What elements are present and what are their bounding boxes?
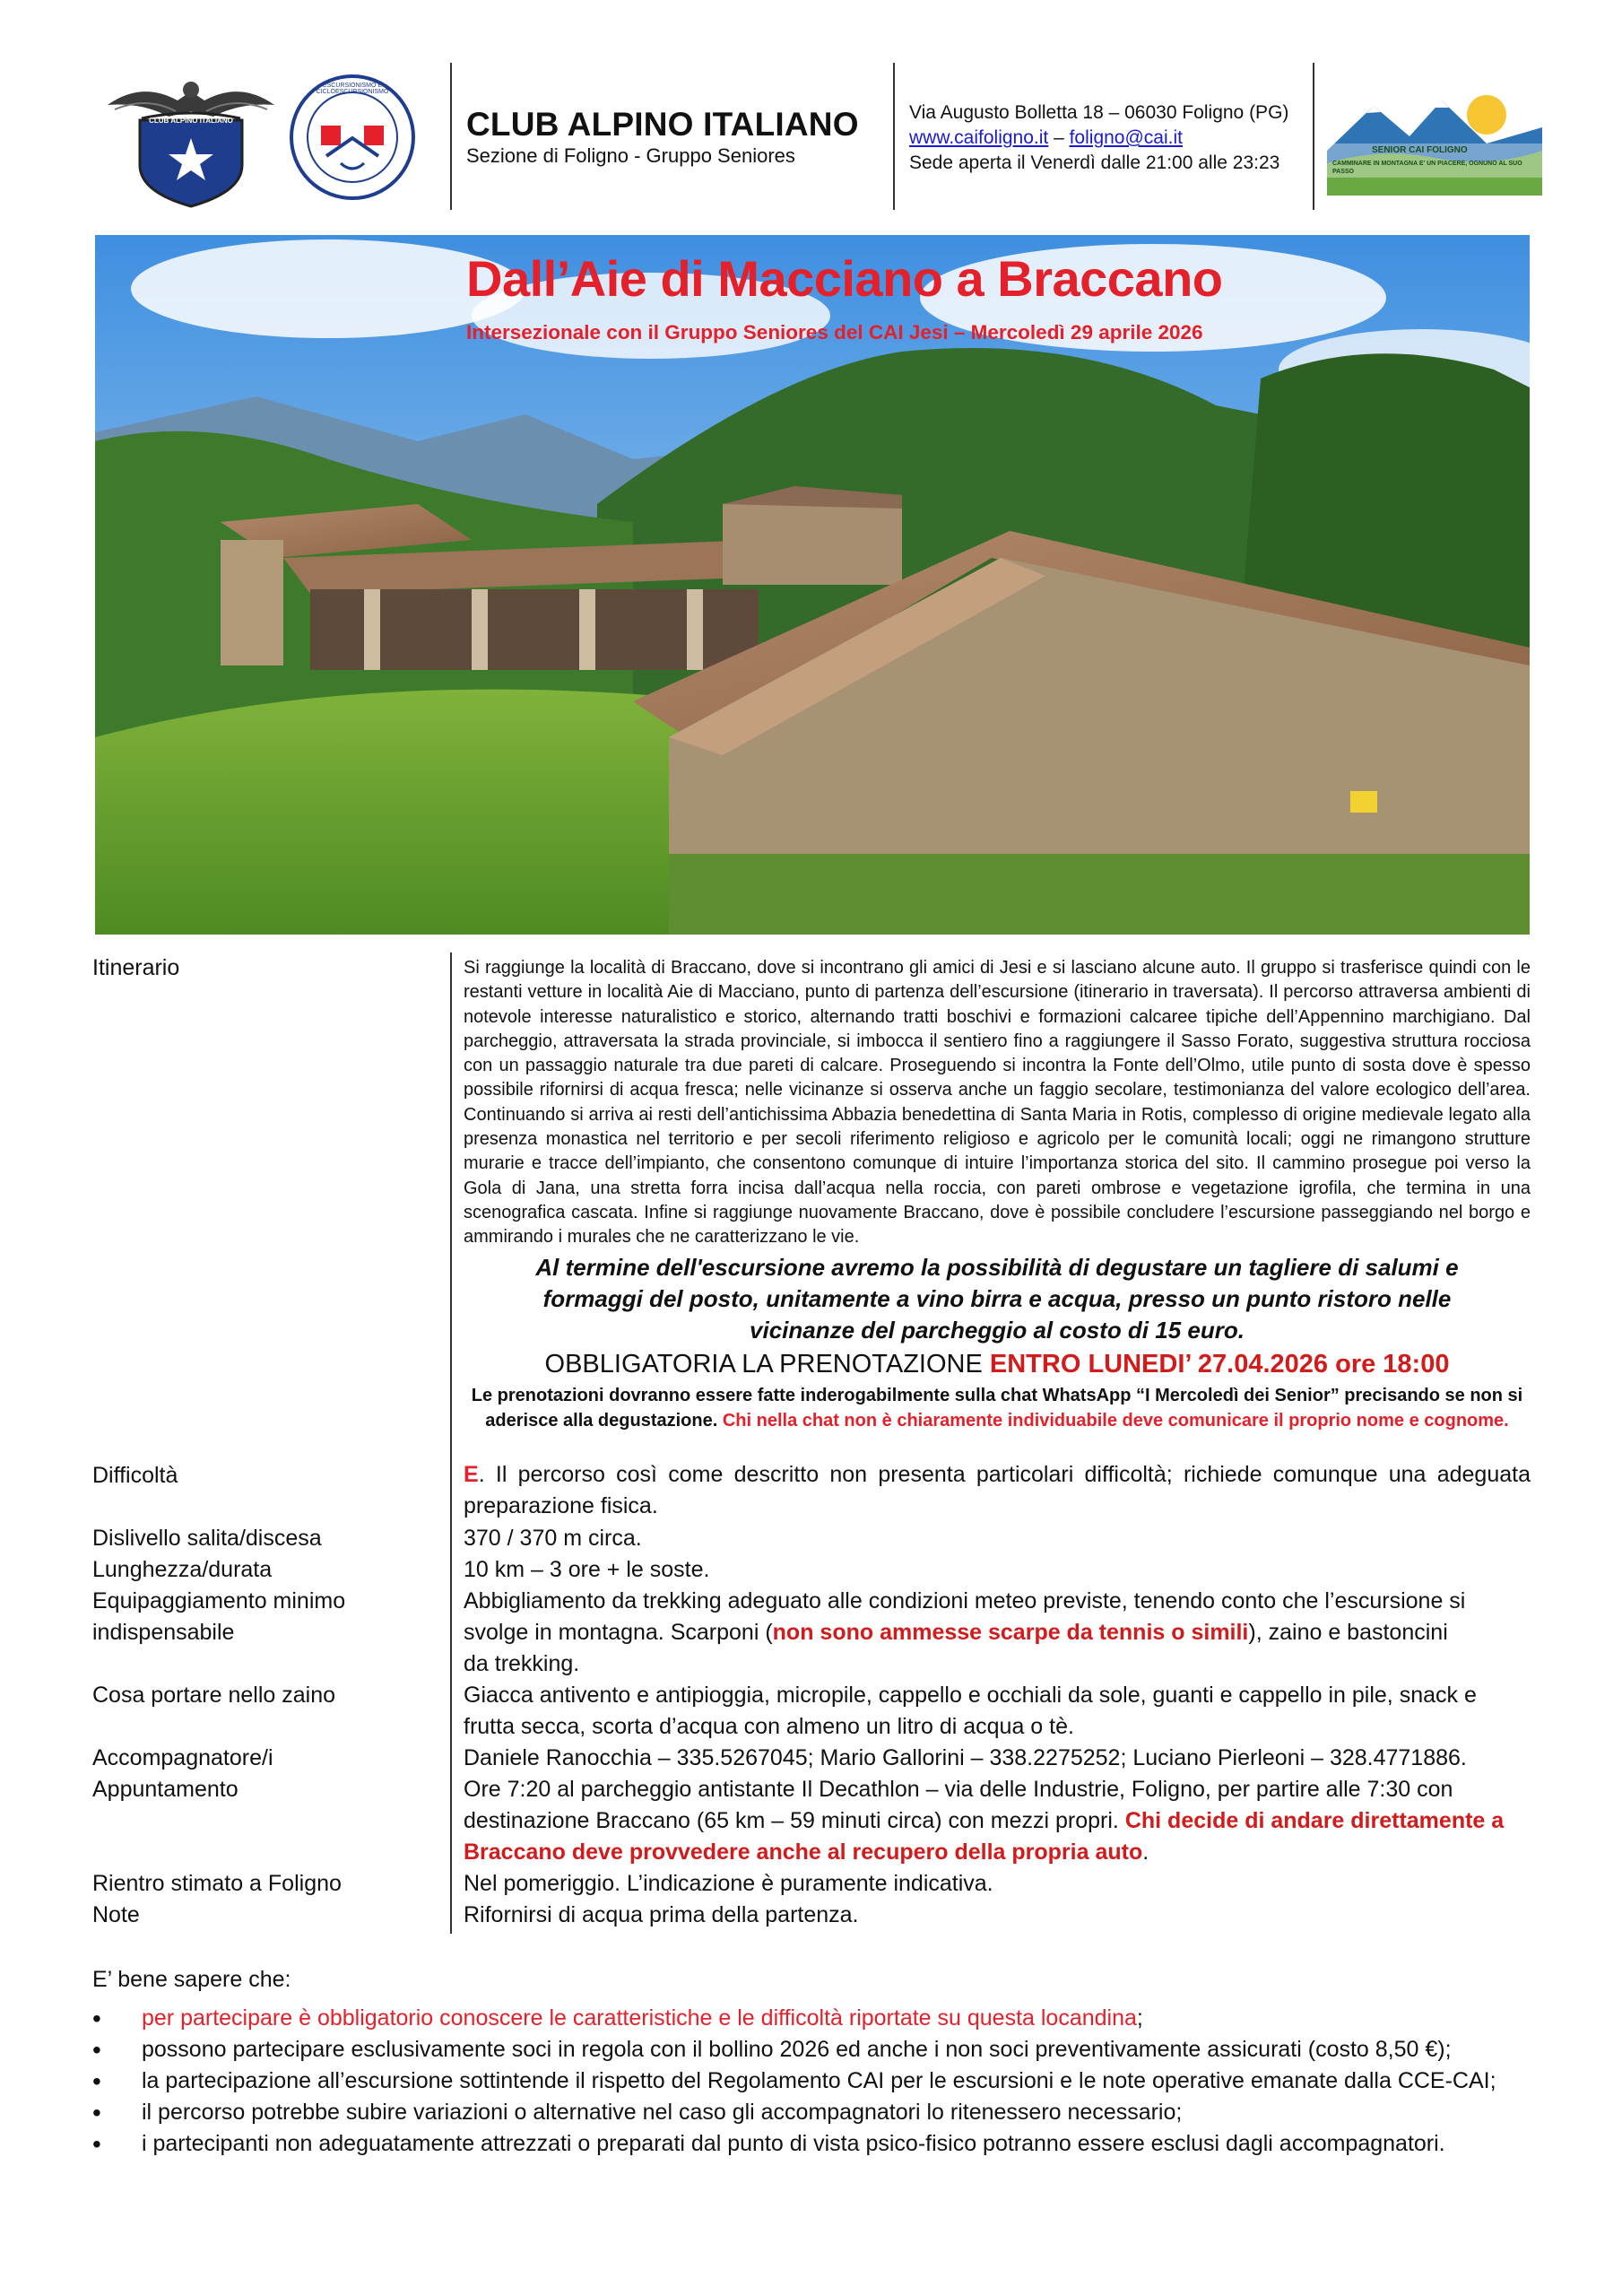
backpack-label: Cosa portare nello zaino [92,1683,335,1708]
notes-label: Note [92,1902,140,1927]
senior-logo-title: SENIOR CAI FOLIGNO [1372,145,1468,155]
list-item [92,2003,1563,2034]
header-divider-1 [450,63,452,210]
return-label: Rientro stimato a Foligno [92,1871,342,1896]
address-block [909,100,1288,176]
itinerary-label: Itinerario [92,955,180,980]
org-subtitle: Sezione di Foligno - Gruppo Seniores [466,144,795,167]
opening-hours: Sede aperta il Venerdì dalle 21:00 alle 23:23 [909,152,1280,173]
length-value: 10 km – 3 ore + le soste. [464,1557,710,1582]
tasting-note: Al termine dell'escursione avremo la possibilità di degustare un tagliere di salumi e formaggi del posto, unitamente a vino birra e acqua, presso un punto ristoro nelle vicinanze del parcheggio al costo di 15 euro. [535,1254,1459,1344]
cicloescursionismo-logo-text: ESCURSIONISMO E CICLOESCURSIONISMO [316,83,389,95]
booking-note [464,1383,1531,1433]
senior-cai-logo [1327,81,1542,196]
list-item-end: ; [1136,2005,1143,2031]
good-to-know-heading: E’ bene sapere che: [92,1967,291,1992]
meeting-text: Ore 7:20 al parcheggio antistante Il Decathlon – via delle Industrie, Foligno, per partire alle 7:30 con destinazione Braccano (65 km – 59 minuti circa) con mezzi propri. [464,1777,1453,1833]
cicloescursionismo-logo [289,74,416,201]
equipment-text-2: ), zaino e bastoncini da trekking. [464,1620,1448,1676]
list-item: • possono partecipare esclusivamente soci in regola con il bollino 2026 ed anche i non soci preventivamente assicurati (costo 8,50 €); [92,2034,1563,2066]
difficulty-text: . Il percorso così come descritto non presenta particolari difficoltà; richiede comunque una adeguata preparazione fisica. [464,1462,1531,1518]
contact-separator: – [1048,127,1070,148]
booking-note-text: Le prenotazioni dovranno essere fatte inderogabilmente sulla chat WhatsApp “I Mercoledì dei Senior” precisando se non si aderisce alla degustazione. [471,1386,1523,1431]
difficulty-value [464,1459,1531,1522]
itinerary-text: Si raggiunge la località di Braccano, dove si incontrano gli amici di Jesi e si lasciano alcune auto. Il gruppo si trasferisce quindi con le restanti vetture in località Aie di Macciano, punto di partenza dell’escursione (itinerario in traversata). Il percorso attraversa ambienti di notevole interesse naturalistico e storico, alternando tratti boschivi e formazioni calcaree tipiche dell’Appennino marchigiano. Dal parcheggio, attraversata la strada provinciale, si imbocca il sentiero fino a raggiungere il Sasso Forato, suggestiva struttura rocciosa con un passaggio naturale tra due pareti di calcare. Proseguendo si incontra la Fonte dell’Olmo, utile punto di sosta dove è spesso possibile rifornirsi di acqua fresca; nelle vicinanze si osserva anche un faggio secolare, testimonianza del valore ecologico dell’area. Continuando si arriva ai resti dell’antichissima Abbazia benedettina di Santa Maria in Rotis, complesso di origine medievale legato alla presenza monastica nel territorio e per secoli riferimento religioso e agricolo per le comunità locali; oggi ne rimangono strutture murarie e tracce dell’impianto, che consentono comunque di intuire l’importanza storica del sito. Il cammino prosegue poi verso la Gola di Jana, una stretta forra incisa dall’acqua nella roccia, con pareti ombrose e vegetazione igrofila, che termina in una scenografica cascata. Infine si raggiunge nuovamente Braccano, dove è possibile concludere l’escursione passeggiando nel borgo e ammirando i murales che ne caratterizzano le vie. [464,958,1531,1248]
booking-prefix: OBBLIGATORIA LA PRENOTAZIONE [544,1350,990,1378]
equipment-text-1: Abbigliamento da trekking adeguato alle condizioni meteo previste, tenendo conto che l’escursione si svolge in montagna. Scarponi ( [464,1588,1466,1645]
equipment-label-line2: indispensabile [92,1620,235,1645]
meeting-warning: Chi decide di andare direttamente a Braccano deve provvedere anche al recupero della propria auto [464,1808,1505,1865]
booking-deadline: ENTRO LUNEDI’ 27.04.2026 ore 18:00 [989,1350,1450,1378]
return-value: Nel pomeriggio. L’indicazione è puramente indicativa. [464,1871,993,1896]
list-item: • i partecipanti non adeguatamente attrezzati o preparati dal punto di vista psico-fisico potranno essere esclusi dagli accompagnatori. [92,2128,1563,2160]
event-subtitle: Intersezionale con il Gruppo Seniores del CAI Jesi – Mercoledì 29 aprile 2026 [466,321,1203,344]
equipment-warning: non sono ammesse scarpe da tennis o simili [772,1620,1249,1645]
meeting-value [464,1774,1522,1868]
booking-note-red: Chi nella chat non è chiaramente individuabile deve comunicare il proprio nome e cognome. [722,1411,1509,1431]
elevation-value: 370 / 370 m circa. [464,1526,642,1551]
difficulty-grade: E [464,1462,479,1487]
booking-line [464,1348,1531,1380]
website-link[interactable]: www.caifoligno.it [909,127,1049,148]
length-label: Lunghezza/durata [92,1557,273,1582]
difficulty-label: Difficoltà [92,1463,178,1488]
leaders-value: Daniele Ranocchia – 335.5267045; Mario Gallorini – 338.2275252; Luciano Pierleoni – 328.4771886. [464,1745,1467,1770]
org-name: CLUB ALPINO ITALIANO [466,106,859,143]
backpack-value: Giacca antivento e antipioggia, micropile, cappello e occhiali da sole, guanti e cappello in pile, snack e frutta secca, scorta d’acqua con almeno un litro di acqua o tè. [464,1683,1477,1739]
table-divider [450,952,452,1934]
meeting-label: Appuntamento [92,1777,239,1802]
leaders-label: Accompagnatore/i [92,1745,273,1770]
list-item-red: per partecipare è obbligatorio conoscere le caratteristiche e le difficoltà riportate su questa locandina [142,2005,1137,2031]
senior-logo-motto: CAMMINARE IN MONTAGNA E' UN PIACERE, OGNUNO AL SUO PASSO [1332,161,1522,175]
equipment-label-line1: Equipaggiamento minimo [92,1588,346,1613]
notes-value: Rifornirsi di acqua prima della partenza. [464,1902,859,1927]
meeting-end: . [1142,1839,1149,1865]
equipment-label [92,1586,345,1648]
address-line: Via Augusto Bolletta 18 – 06030 Foligno (PG) [909,102,1289,123]
equipment-value [464,1586,1477,1680]
elevation-label: Dislivello salita/discesa [92,1526,322,1551]
cai-logo [106,65,276,208]
list-item: • la partecipazione all’escursione sottintende il rispetto del Regolamento CAI per le escursioni e le note operative emanate dalla CCE-CAI; [92,2066,1563,2097]
good-to-know-list [92,2003,1563,2160]
event-title: Dall’Aie di Macciano a Braccano [466,250,1223,307]
header-divider-2 [893,63,895,210]
cai-logo-text: CLUB ALPINO ITALIANO [149,117,233,125]
contact-line [909,126,1288,151]
header-divider-3 [1313,63,1314,210]
list-item: • il percorso potrebbe subire variazioni o alternative nel caso gli accompagnatori lo ritenessero necessario; [92,2097,1563,2128]
email-link[interactable]: foligno@cai.it [1069,127,1183,148]
